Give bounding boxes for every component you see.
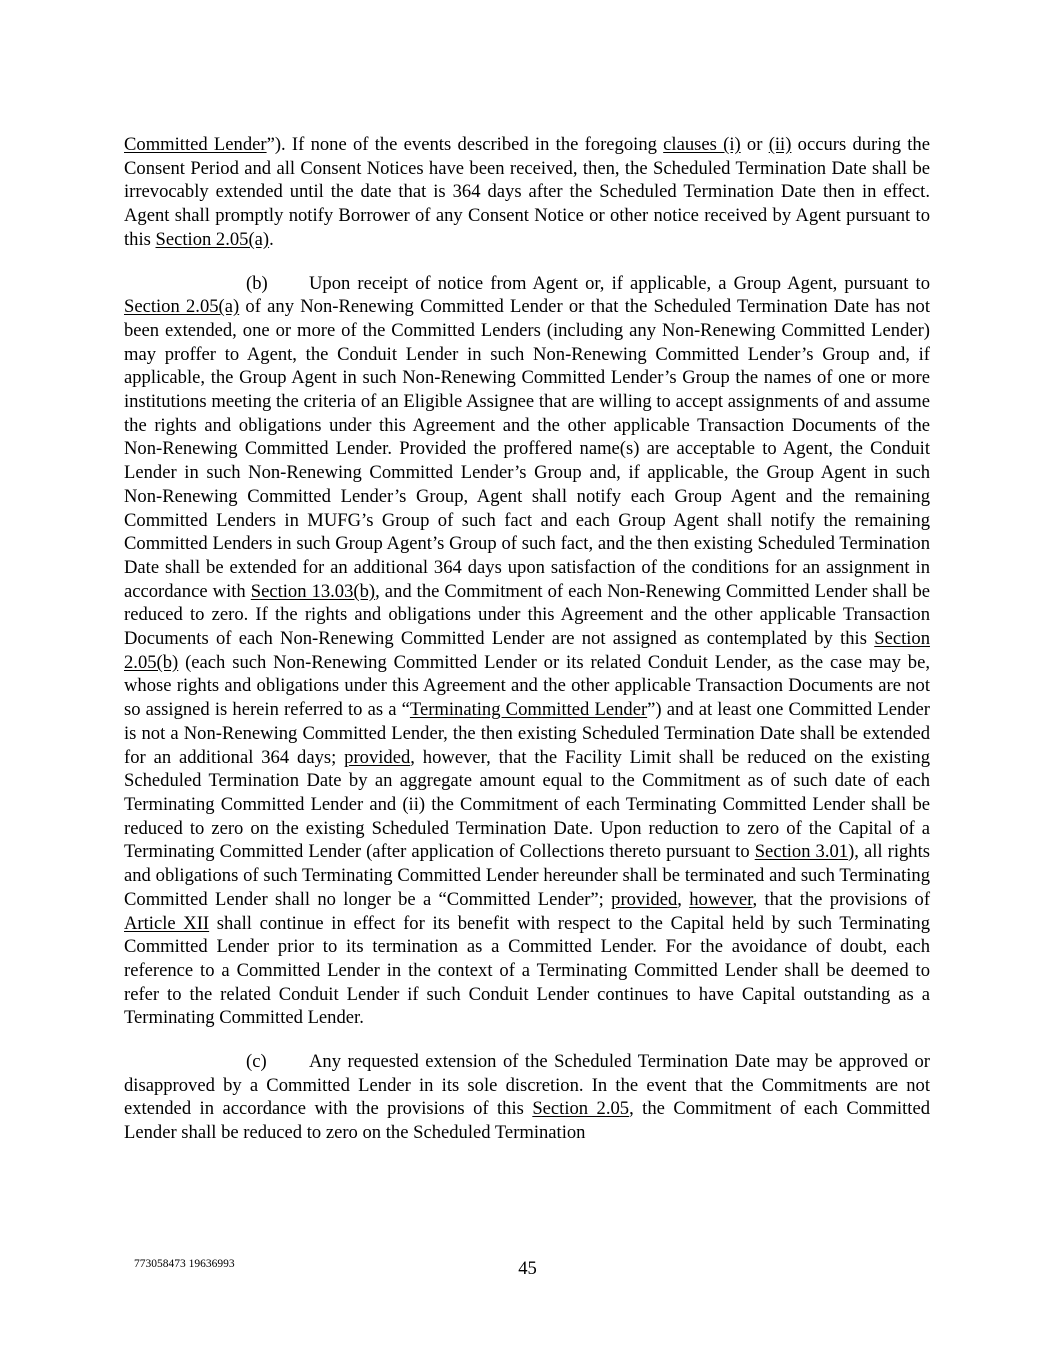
defined-term: Terminating Committed Lender	[409, 699, 648, 721]
section-reference: Section 3.01	[754, 841, 849, 863]
paragraph-label: (b)	[246, 272, 268, 294]
text-run: , however, that the Facility Limit shall be reduced on the existing Scheduled Termination Date by an aggregate amount equal to the Commitment as of such date of each Terminating Committed Lender and (ii) the Commitment of each Terminating Committed Lender shall be reduced to zero on the existing Scheduled Termination Date. Upon reduction to zero of the Capital of a Terminating Committed Lender (after application of Collections thereto pursuant to	[124, 746, 930, 863]
paragraph-continuation	[124, 133, 930, 252]
text-run: ), all rights and obligations of such Terminating Committed Lender hereunder shall be terminated and such Terminating Committed Lender shall no longer be a “Committed Lender”;	[124, 841, 930, 910]
text-run: (each such Non-Renewing Committed Lender or its related Conduit Lender, as the case may be, whose rights and obligations under this Agreement and the other applicable Transaction Documents are not so assigned is herein referred to as a “	[124, 651, 930, 721]
text-run: Any requested extension of the Scheduled Termination Date may be approved or disapproved by a Committed Lender in its sole discretion. In the event that the Commitments are not extended in accordance with the provisions of this	[124, 1051, 930, 1120]
document-id: 773058473 19636993	[134, 1258, 235, 1270]
text-run: occurs during the Consent Period and all Consent Notices have been received, then, the Scheduled Termination Date shall be irrevocably extended until the date that is 364 days after the Scheduled Termination Date then in effect. Agent shall promptly notify Borrower of any Consent Notice or other notice received by Agent pursuant to this	[124, 134, 930, 250]
text-run: , and the Commitment of each Non-Renewing Committed Lender shall be reduced to zero. If the rights and obligations under this Agreement and the other applicable Transaction Documents of each Non-Renewing Committed Lender are not assigned as contemplated by this	[124, 580, 931, 650]
text-run: ,	[677, 888, 690, 910]
text-run: .	[269, 228, 274, 250]
clause-reference: clauses (i)	[663, 134, 741, 155]
document-body	[124, 133, 930, 1145]
text-run: ”) and at least one Committed Lender is not a Non-Renewing Committed Lender, the then existing Scheduled Termination Date shall be extended for an additional 364 days;	[124, 699, 930, 768]
clause-reference: (ii)	[768, 134, 792, 155]
paragraph-c	[124, 1050, 930, 1145]
article-reference: Article XII	[124, 912, 210, 934]
text-run: Upon receipt of notice from Agent or, if applicable, a Group Agent, pursuant to	[309, 272, 930, 294]
section-reference: Section 2.05(a)	[124, 296, 240, 318]
proviso-term: provided	[611, 888, 678, 910]
section-reference: Section 2.05	[532, 1098, 630, 1120]
section-reference: Section 2.05(a)	[155, 228, 270, 250]
text-run: shall continue in effect for its benefit with respect to the Capital held by such Terminating Committed Lender prior to its termination as a Committed Lender. For the avoidance of doubt, each reference to a Committed Lender in the context of a Terminating Committed Lender shall be deemed to refer to the related Conduit Lender if such Conduit Lender continues to have Capital outstanding as a Terminating Committed Lender.	[124, 912, 930, 1029]
text-run: or	[740, 134, 769, 155]
text-run: ”). If none of the events described in the foregoing	[266, 134, 664, 155]
text-run: , that the provisions of	[752, 888, 931, 910]
section-reference: Section 2.05(b)	[124, 628, 930, 673]
paragraph-label: (c)	[246, 1051, 267, 1073]
text-run: of any Non-Renewing Committed Lender or that the Scheduled Termination Date has not been extended, one or more of the Committed Lenders (including any Non-Renewing Committed Lender) may proffer to Agent, the Conduit Lender in such Non-Renewing Committed Lender’s Group and, if applicable, the Group Agent in such Non-Renewing Committed Lender’s Group the names of one or more institutions meeting the criteria of an Eligible Assignee that are willing to accept assignments of and assume the rights and obligations under this Agreement and the other applicable Transaction Documents of the Non-Renewing Committed Lender. Provided the proffered name(s) are acceptable to Agent, the Conduit Lender in such Non-Renewing Committed Lender’s Group and, if applicable, the Group Agent in such Non-Renewing Committed Lender’s Group, Agent shall notify each Group Agent and the remaining Committed Lenders in MUFG’s Group of such fact and each Group Agent shall notify the remaining Committed Lenders in such Group Agent’s Group of such fact, and the then existing Scheduled Termination Date shall be extended for an additional 364 days upon satisfaction of the conditions for an assignment in accordance with	[124, 296, 930, 602]
section-reference: Section 13.03(b)	[250, 580, 376, 602]
proviso-term: however	[689, 888, 753, 910]
page-number: 45	[518, 1258, 537, 1279]
text-run: , the Commitment of each Committed Lender shall be reduced to zero on the Scheduled Termination	[124, 1098, 930, 1144]
proviso-term: provided	[344, 746, 411, 768]
defined-term-ref: Committed Lender	[124, 134, 267, 155]
paragraph-b	[124, 272, 930, 1031]
